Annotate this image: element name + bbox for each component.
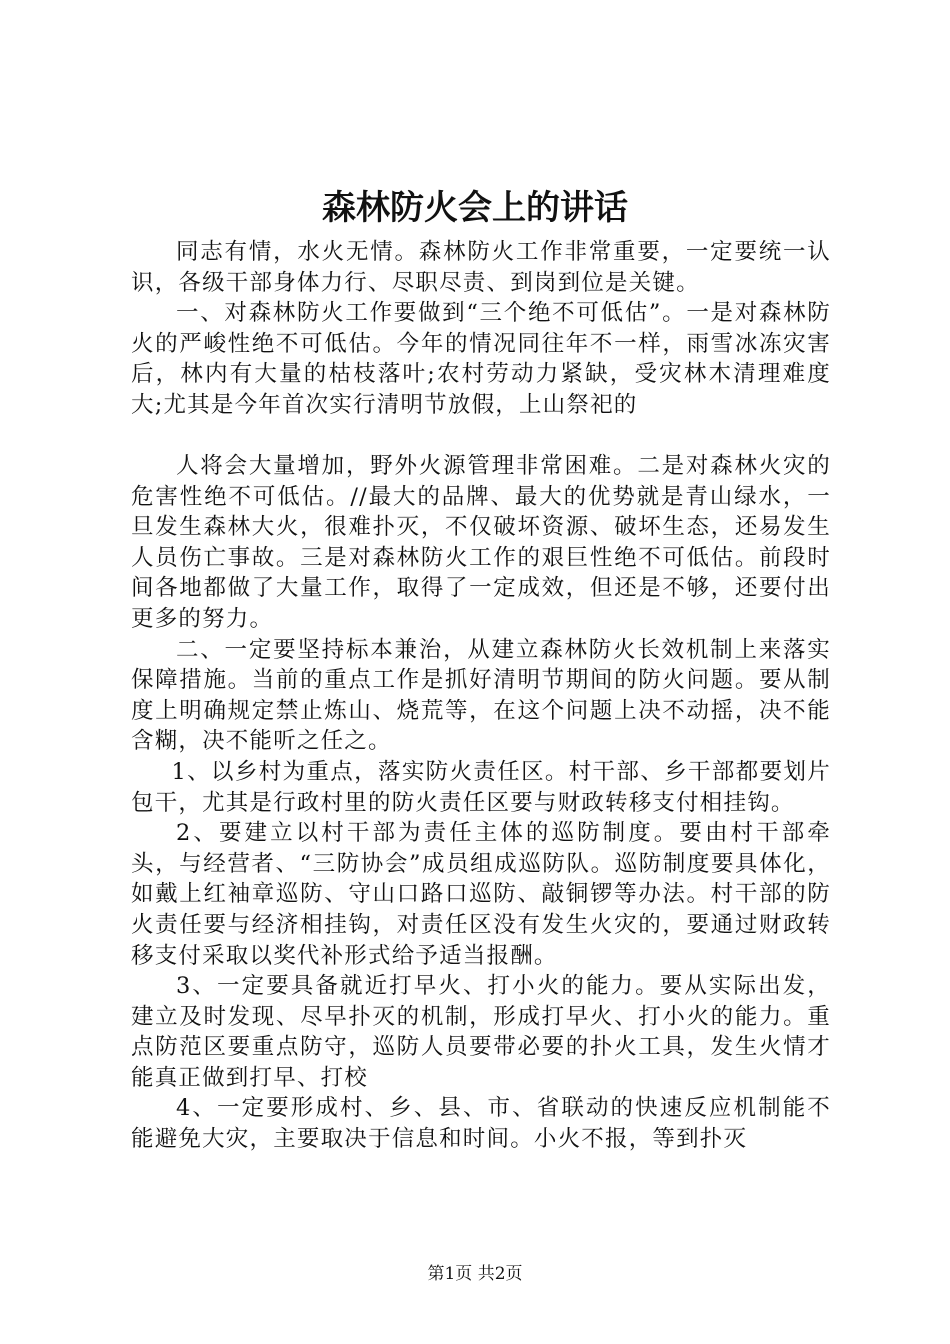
paragraph-intro: 同志有情，水火无情。森林防火工作非常重要，一定要统一认识，各级干部身体力行、尽职尽责、到岗到位是关键。 [131, 239, 831, 296]
document-body-part-1 [131, 237, 831, 421]
page-number-footer: 第1页 共2页 [427, 1264, 523, 1284]
document-body-part-2 [131, 451, 831, 1155]
paragraph-item-3: 3、一定要具备就近打早火、打小火的能力。要从实际出发，建立及时发现、尽早扑灭的机制，形成打早火、打小火的能力。重点防范区要重点防守，巡防人员要带必要的扑火工具，发生火情才能真正做到打早、打校 [131, 973, 831, 1091]
paragraph-item-1: 1、以乡村为重点，落实防火责任区。村干部、乡干部都要划片包干，尤其是行政村里的防火责任区要与财政转移支付相挂钩。 [131, 758, 831, 816]
paragraph-item-2: 2、要建立以村干部为责任主体的巡防制度。要由村干部牵头，与经营者、“三防协会”成员组成巡防队。巡防制度要具体化，如戴上红袖章巡防、守山口路口巡防、敲铜锣等办法。村干部的防火责任要与经济相挂钩，对责任区没有发生火灾的，要通过财政转移支付采取以奖代补形式给予适当报酬。 [131, 820, 831, 969]
paragraph-section-two: 二、一定要坚持标本兼治，从建立森林防火长效机制上来落实保障措施。当前的重点工作是抓好清明节期间的防火问题。要从制度上明确规定禁止炼山、烧荒等，在这个问题上决不动摇，决不能含糊，决不能听之任之。 [131, 636, 831, 755]
paragraph-item-4: 4、一定要形成村、乡、县、市、省联动的快速反应机制能不能避免大灾，主要取决于信息和时间。小火不报，等到扑灭 [131, 1095, 831, 1153]
document-title: 森林防火会上的讲话 [322, 188, 628, 228]
paragraph-section-one-continued: 人将会大量增加，野外火源管理非常困难。二是对森林火灾的危害性绝不可低估。//最大的品牌、最大的优势就是青山绿水，一旦发生森林大火，很难扑灭，不仅破坏资源、破坏生态，还易发生人员伤亡事故。三是对森林防火工作的艰巨性绝不可低估。前段时间各地都做了大量工作，取得了一定成效，但还是不够，还要付出更多的努力。 [131, 453, 831, 632]
paragraph-section-one: 一、对森林防火工作要做到“三个绝不可低估”。一是对森林防火的严峻性绝不可低估。今年的情况同往年不一样，雨雪冰冻灾害后，林内有大量的枯枝落叶;农村劳动力紧缺，受灾林木清理难度大;尤其是今年首次实行清明节放假，上山祭祀的 [131, 300, 831, 418]
